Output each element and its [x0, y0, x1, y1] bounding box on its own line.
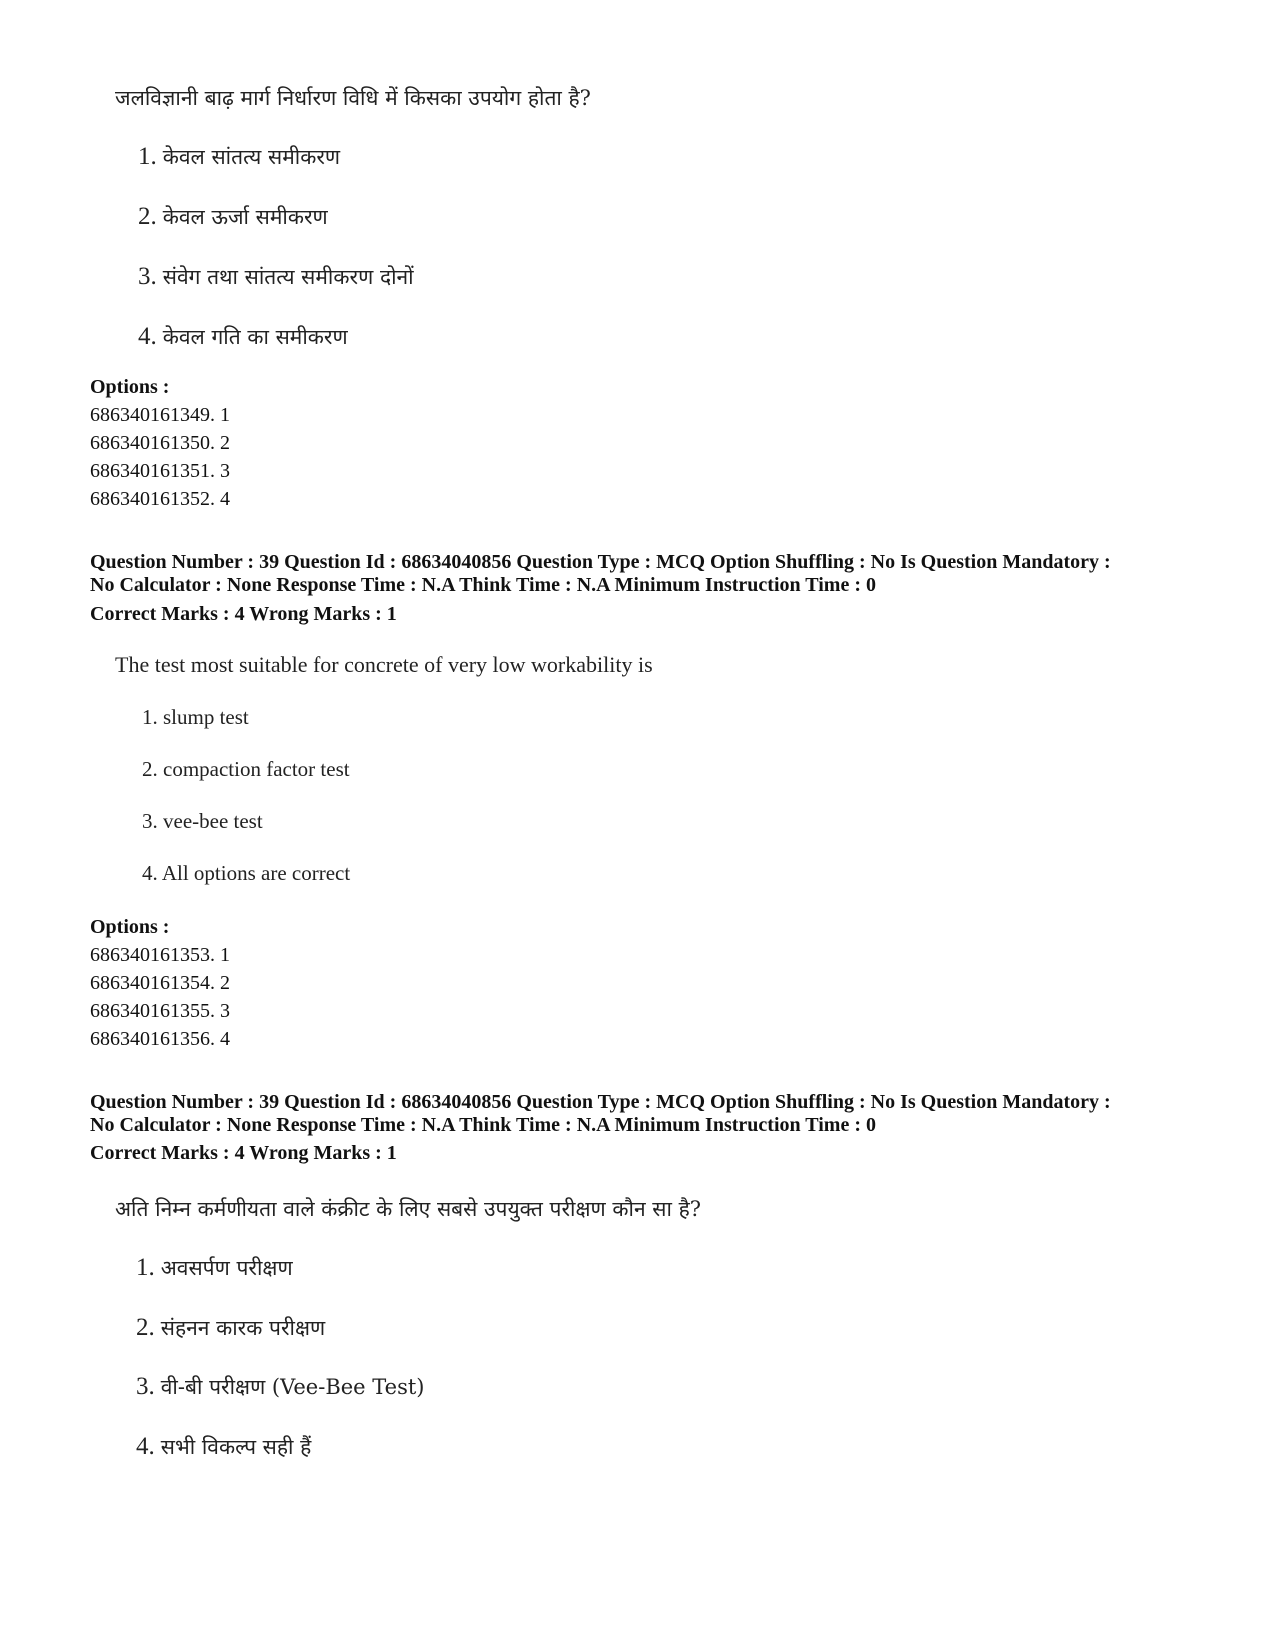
choice-number: 2.	[136, 1314, 155, 1341]
option-id-line: 686340161355. 3	[90, 1000, 230, 1022]
question-b-choice-3: 3. vee-bee test	[142, 809, 263, 833]
options-heading: Options :	[90, 376, 170, 398]
choice-text: केवल सांतत्य समीकरण	[162, 145, 341, 169]
question-b-marks: Correct Marks : 4 Wrong Marks : 1	[90, 603, 397, 625]
choice-number: 1.	[138, 143, 157, 170]
question-c-choice-1	[136, 1254, 293, 1282]
question-a-choice-2	[138, 203, 328, 231]
question-c-stem: अति निम्न कर्मणीयता वाले कंक्रीट के लिए सबसे उपयुक्त परीक्षण कौन सा है?	[115, 1197, 702, 1221]
choice-text: संवेग तथा सांतत्य समीकरण दोनों	[162, 265, 414, 289]
choice-text: केवल गति का समीकरण	[162, 325, 348, 349]
option-id-line: 686340161352. 4	[90, 488, 230, 510]
choice-text: संहनन कारक परीक्षण	[160, 1316, 326, 1340]
option-id-line: 686340161353. 1	[90, 944, 230, 966]
question-b-meta	[90, 551, 1190, 597]
question-c-choice-2	[136, 1314, 325, 1342]
question-c-choice-4	[136, 1433, 311, 1461]
meta-line: Question Number : 39 Question Id : 68634040856 Question Type : MCQ Option Shuffling : No Is Question Mandatory :	[90, 1091, 1111, 1113]
choice-number: 3.	[136, 1373, 155, 1400]
question-b-choice-1: 1. slump test	[142, 705, 249, 729]
choice-number: 4.	[136, 1433, 155, 1460]
question-b-choice-4: 4. All options are correct	[142, 861, 351, 885]
options-heading: Options :	[90, 916, 170, 938]
option-id-line: 686340161350. 2	[90, 432, 230, 454]
question-c-meta	[90, 1091, 1190, 1137]
choice-text: अवसर्पण परीक्षण	[160, 1256, 293, 1280]
question-c-choice-3	[136, 1373, 425, 1401]
choice-number: 4.	[138, 323, 157, 350]
choice-number: 1.	[136, 1254, 155, 1281]
question-b-stem: The test most suitable for concrete of very low workability is	[115, 652, 653, 677]
meta-line: Question Number : 39 Question Id : 68634040856 Question Type : MCQ Option Shuffling : No Is Question Mandatory :	[90, 551, 1111, 573]
choice-number: 2.	[138, 203, 157, 230]
question-a-choice-1	[138, 143, 340, 171]
question-b-choice-2: 2. compaction factor test	[142, 757, 350, 781]
choice-text: वी-बी परीक्षण (Vee-Bee Test)	[160, 1375, 425, 1399]
choice-number: 3.	[138, 263, 157, 290]
option-id-line: 686340161349. 1	[90, 404, 230, 426]
question-a-choice-4	[138, 323, 348, 351]
meta-line: No Calculator : None Response Time : N.A Think Time : N.A Minimum Instruction Time : 0	[90, 1114, 876, 1136]
option-id-line: 686340161354. 2	[90, 972, 230, 994]
option-id-line: 686340161356. 4	[90, 1028, 230, 1050]
question-a-choice-3	[138, 263, 414, 291]
question-a-stem: जलविज्ञानी बाढ़ मार्ग निर्धारण विधि में किसका उपयोग होता है?	[115, 86, 591, 110]
meta-line: No Calculator : None Response Time : N.A Think Time : N.A Minimum Instruction Time : 0	[90, 574, 876, 596]
choice-text: केवल ऊर्जा समीकरण	[162, 205, 328, 229]
choice-text: सभी विकल्प सही हैं	[160, 1435, 312, 1459]
question-c-marks: Correct Marks : 4 Wrong Marks : 1	[90, 1142, 397, 1164]
option-id-line: 686340161351. 3	[90, 460, 230, 482]
